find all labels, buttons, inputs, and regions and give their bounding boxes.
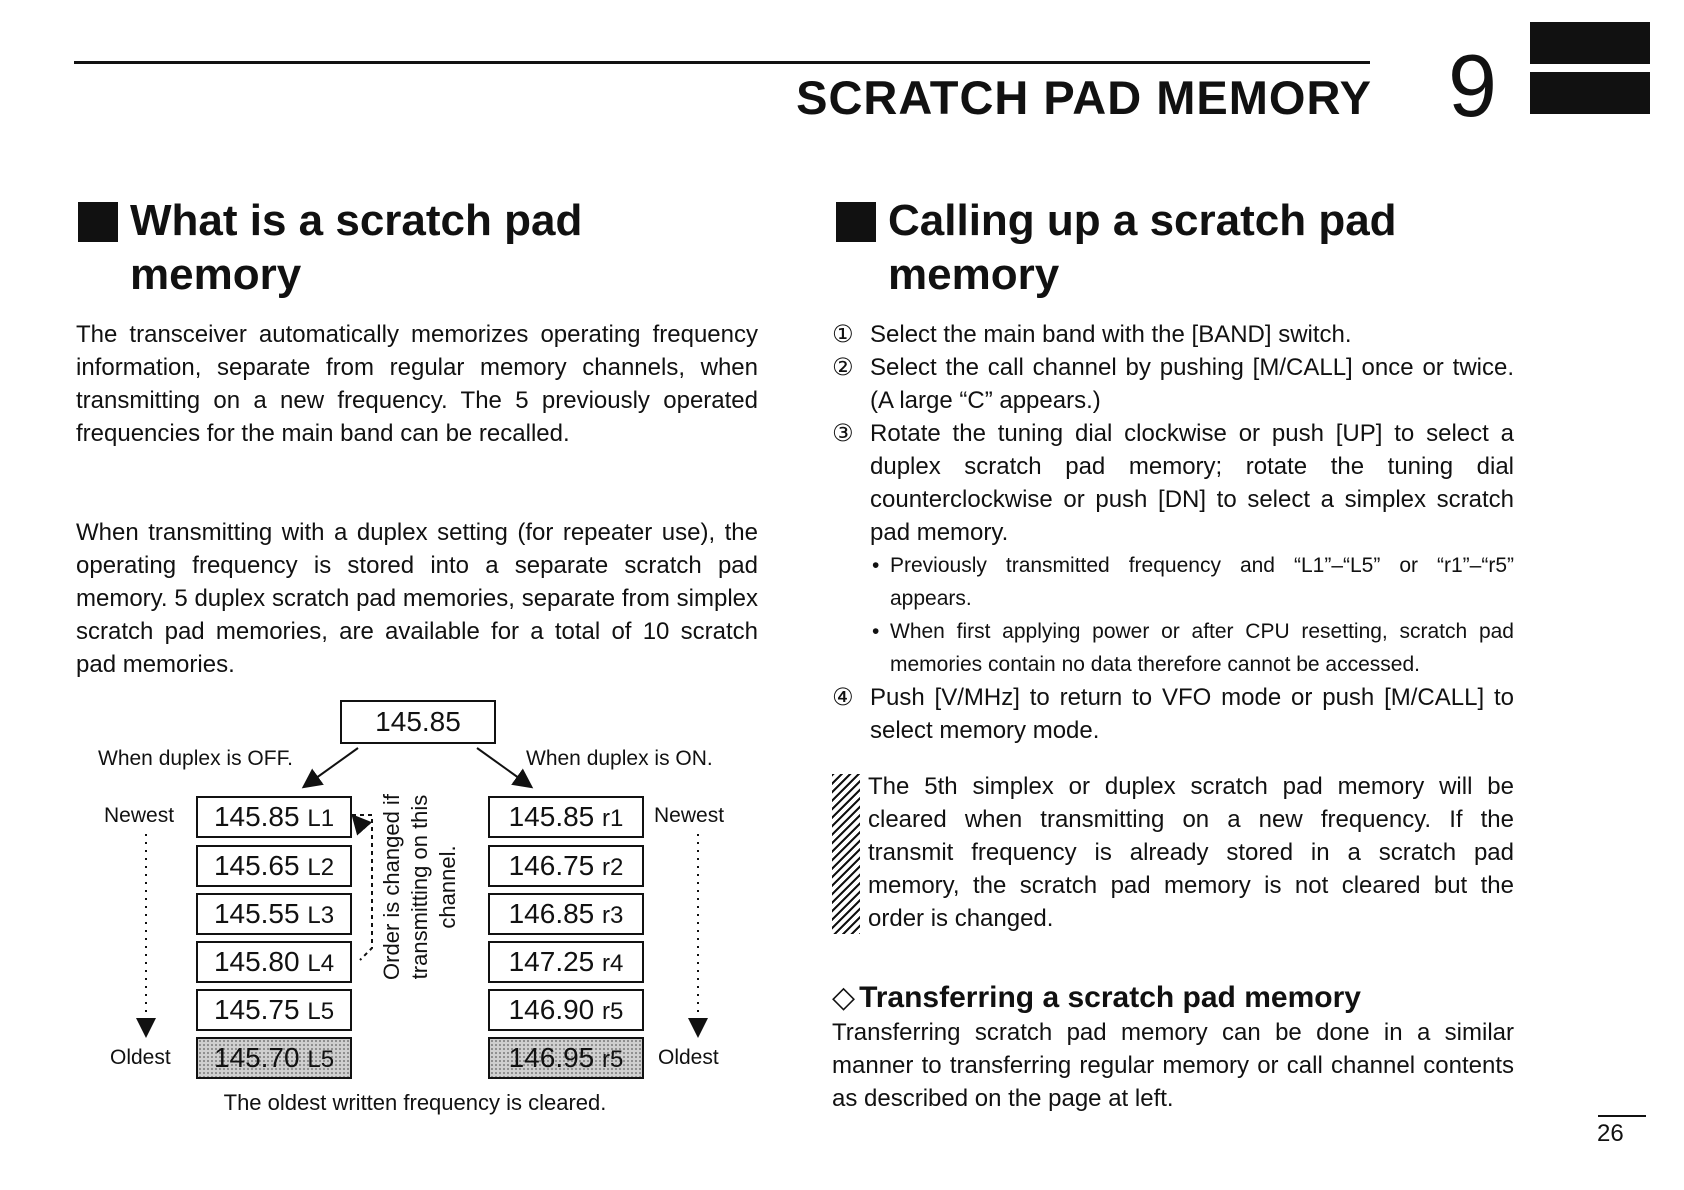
oldest-label-left: Oldest	[110, 1046, 171, 1069]
memory-tag: r5	[602, 1046, 624, 1073]
freq-value: 145.70	[213, 1042, 300, 1073]
freq-value: 146.85	[508, 898, 595, 929]
freq-value: 145.85	[508, 801, 595, 832]
memory-tag: L5	[307, 1046, 335, 1073]
note-hatch-icon	[832, 774, 860, 934]
note-text: The 5th simplex or duplex scratch pad memory will be cleared when transmitting on a new frequency. If the transmit frequency is already stored in a scratch pad memory, the scratch pad memory is not cleared but the order is changed.	[868, 773, 1514, 932]
memory-tag: r5	[602, 998, 624, 1025]
bracket-arrow	[354, 817, 362, 826]
memory-tag: L1	[307, 805, 335, 832]
duplex-paragraph: When transmitting with a duplex setting (for repeater use), the operating frequency is stored into a separate scratch pad memory. 5 duplex scratch pad memories, separate from simplex scratch pad memories, are available for a total of 10 scratch pad memories.	[76, 519, 758, 678]
transfer-paragraph: Transferring scratch pad memory can be done in a similar manner to transferring regular memory or call channel contents as described on the page at left.	[832, 1019, 1514, 1112]
chapter-number: 9	[1448, 36, 1497, 135]
oldest-label-right: Oldest	[658, 1046, 719, 1069]
page-number: 26	[1597, 1120, 1624, 1147]
heading-line-2: memory	[888, 250, 1060, 299]
heading-line-2: memory	[130, 250, 302, 299]
procedure-steps	[832, 318, 1514, 747]
freq-value: 147.25	[508, 946, 595, 977]
freq-value: 146.90	[508, 994, 595, 1025]
heading-line-1: Calling up a scratch pad	[888, 196, 1397, 245]
memory-tag: r4	[602, 950, 624, 977]
memory-tag: L2	[307, 854, 335, 881]
step-3	[832, 417, 1514, 681]
intro-paragraph: The transceiver automatically memorizes operating frequency information, separate from regular memory channels, when transmitting on a new frequency. The 5 previously operated frequencies for the main band can be recalled.	[76, 321, 758, 447]
diamond-icon: ◇	[832, 980, 856, 1015]
heading-square-icon	[836, 202, 876, 242]
freq-value: 145.55	[213, 898, 300, 929]
diagram-caption: The oldest written frequency is cleared.	[223, 1090, 607, 1115]
step-text: Rotate the tuning dial clockwise or push [UP] to select a duplex scratch pad memory; rotate the tuning dial counterclockwise or push [DN] to select a simplex scratch pad memory.	[870, 420, 1514, 546]
step-number: ④	[832, 683, 854, 711]
memory-tag: L5	[307, 998, 335, 1025]
newest-label-left: Newest	[104, 804, 175, 827]
transfer-subheading	[832, 978, 1361, 1018]
step-text: Push [V/MHz] to return to VFO mode or push [M/CALL] to select memory mode.	[870, 684, 1514, 744]
step-number: ③	[832, 419, 854, 447]
step-1	[832, 318, 1514, 351]
step-number: ②	[832, 353, 854, 381]
order-note-line: channel.	[435, 845, 460, 929]
duplex-off-label: When duplex is OFF.	[98, 747, 293, 770]
freq-value: 146.75	[508, 850, 595, 881]
order-note-line: transmitting on this	[407, 794, 432, 980]
memory-tag: L3	[307, 902, 335, 929]
freq-value: 146.95	[508, 1042, 595, 1073]
chapter-title: SCRATCH PAD MEMORY	[796, 71, 1372, 124]
section-heading-calling-up	[836, 194, 1516, 302]
memory-tag: r3	[602, 902, 624, 929]
freq-value: 145.85	[213, 801, 300, 832]
memory-tag: r2	[602, 854, 624, 881]
subheading-text: Transferring a scratch pad memory	[859, 981, 1361, 1014]
memory-tag: r1	[602, 805, 624, 832]
step-4	[832, 681, 1514, 747]
step-text: Select the call channel by pushing [M/CALL] once or twice. (A large “C” appears.)	[870, 354, 1514, 414]
order-change-bracket	[352, 815, 372, 960]
memory-tag: L4	[307, 950, 335, 977]
step-number: ①	[832, 320, 854, 348]
freq-value: 145.80	[213, 946, 300, 977]
caution-note	[832, 770, 1514, 935]
newest-label-right: Newest	[654, 804, 725, 827]
bullet-item: • When first applying power or after CPU resetting, scratch pad memories contain no data therefore cannot be accessed.	[870, 615, 1514, 681]
heading-line-1: What is a scratch pad	[130, 196, 583, 245]
duplex-on-label: When duplex is ON.	[526, 747, 713, 770]
step-2	[832, 351, 1514, 417]
current-frequency-box: 145.85	[340, 700, 496, 744]
step-3-notes	[870, 549, 1514, 681]
bullet-item: • Previously transmitted frequency and “L1”–“L5” or “r1”–“r5” appears.	[870, 549, 1514, 615]
step-text: Select the main band with the [BAND] switch.	[870, 321, 1352, 348]
page-number-rule	[1598, 1115, 1646, 1117]
arrow-to-duplex	[477, 748, 530, 786]
arrow-to-simplex	[305, 748, 358, 786]
freq-value: 145.65	[213, 850, 300, 881]
order-note-line: Order is changed if	[379, 794, 404, 980]
freq-value: 145.75	[213, 994, 300, 1025]
